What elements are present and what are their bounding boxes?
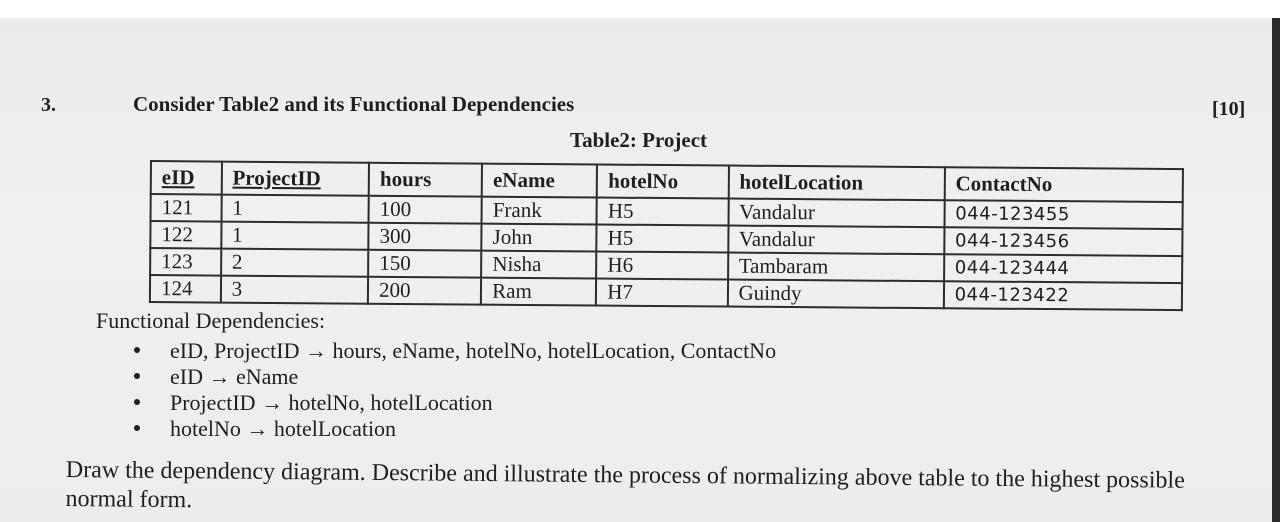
project-table bbox=[149, 160, 1184, 311]
fd-text: eID → eName bbox=[170, 364, 299, 389]
bullet-icon bbox=[134, 399, 140, 405]
cell-projectid: 3 bbox=[221, 276, 369, 304]
bullet-icon bbox=[134, 425, 140, 431]
bullet-icon bbox=[134, 373, 140, 379]
cell-hotelno: H7 bbox=[596, 279, 727, 307]
table-caption: Table2: Project bbox=[570, 128, 708, 152]
cell-hours: 100 bbox=[369, 196, 482, 224]
cell-ename: Frank bbox=[482, 197, 597, 225]
cell-projectid: 1 bbox=[221, 222, 369, 250]
column-header-hotelno: hotelNo bbox=[597, 165, 729, 199]
fd-text: eID, ProjectID → hours, eName, hotelNo, hotelLocation, ContactNo bbox=[170, 338, 777, 363]
cell-hotellocation: Tambaram bbox=[728, 253, 944, 282]
fd-heading: Functional Dependencies: bbox=[96, 308, 326, 333]
cell-eid: 124 bbox=[150, 275, 221, 303]
column-header-hours: hours bbox=[369, 163, 482, 197]
cell-hotelno: H5 bbox=[597, 198, 728, 226]
cell-contactno: 044-123456 bbox=[944, 227, 1183, 256]
fd-text: hotelNo → hotelLocation bbox=[170, 416, 397, 441]
cell-eid: 121 bbox=[151, 194, 222, 222]
cell-contactno: 044-123444 bbox=[944, 254, 1183, 283]
cell-eid: 123 bbox=[150, 248, 221, 276]
cell-eid: 122 bbox=[150, 221, 221, 249]
cell-contactno: 044-123422 bbox=[944, 281, 1183, 310]
cell-hotelno: H5 bbox=[597, 225, 728, 253]
cell-contactno: 044-123455 bbox=[944, 200, 1183, 229]
question-title: Consider Table2 and its Functional Dependencies bbox=[133, 92, 575, 116]
cell-hotelno: H6 bbox=[596, 252, 727, 280]
cell-projectid: 2 bbox=[221, 249, 369, 277]
cell-hours: 200 bbox=[368, 277, 481, 305]
question-marks: [10] bbox=[1212, 98, 1246, 120]
cell-hours: 300 bbox=[368, 223, 481, 251]
cell-projectid: 1 bbox=[221, 195, 369, 223]
cell-hotellocation: Vandalur bbox=[728, 199, 944, 228]
column-header-eid: eID bbox=[151, 161, 222, 195]
instruction-text: Draw the dependency diagram. Describe and illustrate the process of normalizing above table to the highest possible normal form. bbox=[65, 456, 1185, 514]
cell-ename: John bbox=[481, 224, 596, 252]
cell-hours: 150 bbox=[368, 250, 481, 278]
cell-ename: Nisha bbox=[481, 251, 596, 279]
exam-page bbox=[0, 18, 1280, 522]
cell-hotellocation: Vandalur bbox=[728, 226, 944, 255]
cell-hotellocation: Guindy bbox=[727, 280, 943, 309]
column-header-hotellocation: hotelLocation bbox=[728, 166, 944, 201]
cell-ename: Ram bbox=[481, 278, 596, 306]
fd-text: ProjectID → hotelNo, hotelLocation bbox=[170, 390, 493, 415]
bullet-icon bbox=[134, 347, 140, 353]
column-header-ename: eName bbox=[482, 164, 597, 198]
column-header-projectid: ProjectID bbox=[221, 162, 369, 196]
column-header-contactno: ContactNo bbox=[944, 167, 1183, 202]
question-number: 3. bbox=[41, 94, 56, 116]
